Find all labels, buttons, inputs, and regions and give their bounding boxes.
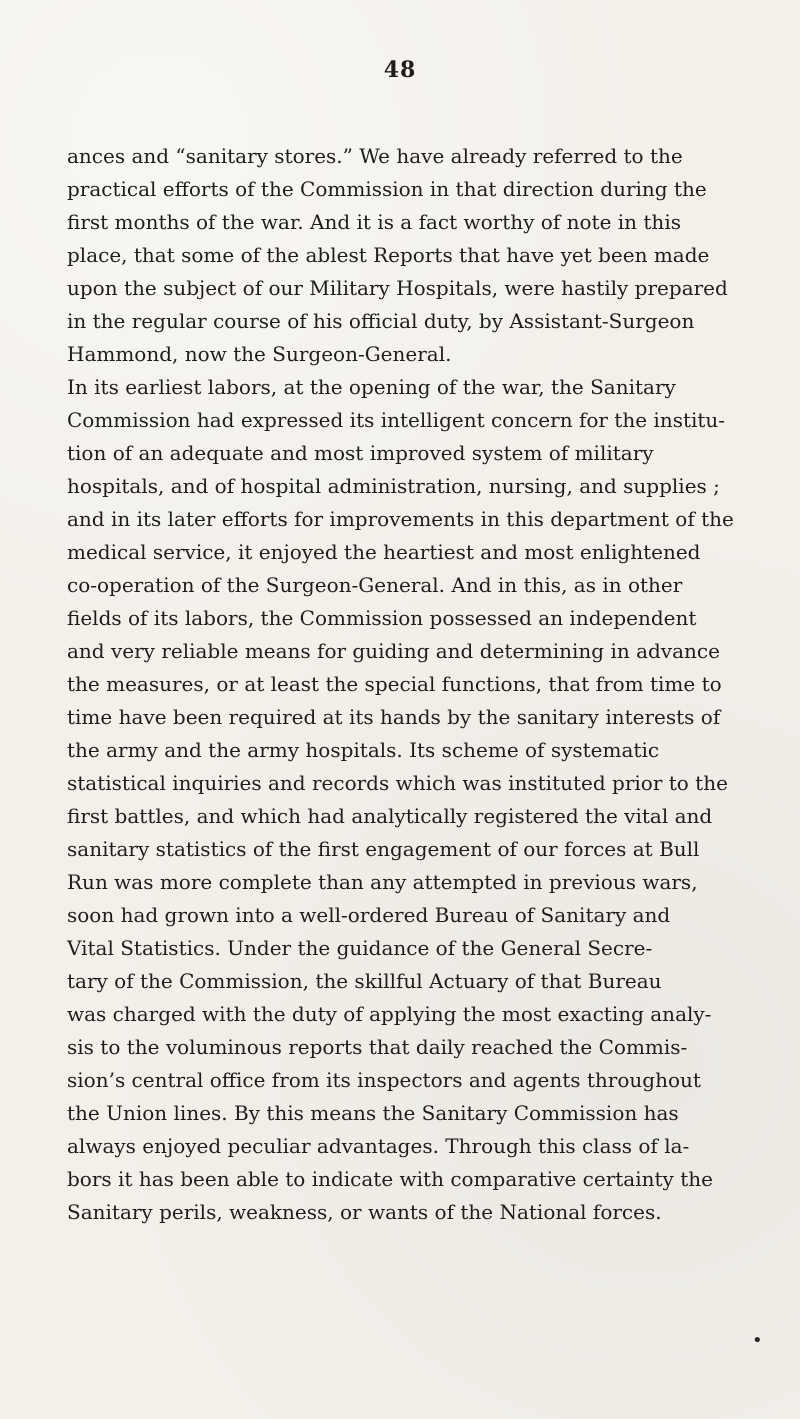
text-line-4: place, that some of the ablest Reports that have yet been made	[67, 243, 710, 267]
text-line-17: the measures, or at least the special functions, that from time to	[67, 672, 722, 696]
text-line-15: fields of its labors, the Commission possessed an independent	[67, 606, 697, 630]
footer-mark: •	[752, 1330, 763, 1351]
text-line-31: always enjoyed peculiar advantages. Through this class of la-	[67, 1134, 690, 1158]
text-line-12: and in its later efforts for improvements in this department of the	[67, 507, 734, 531]
text-line-19: the army and the army hospitals. Its scheme of systematic	[67, 738, 660, 762]
text-line-28: sis to the voluminous reports that daily reached the Commis-	[67, 1035, 688, 1059]
text-line-21: first battles, and which had analytically registered the vital and	[67, 804, 713, 828]
text-line-16: and very reliable means for guiding and determining in advance	[67, 639, 720, 663]
text-line-13: medical service, it enjoyed the heartiest and most enlightened	[67, 540, 701, 564]
text-line-5: upon the subject of our Military Hospitals, were hastily prepared	[67, 276, 728, 300]
text-line-2: practical efforts of the Commission in that direction during the	[67, 177, 707, 201]
text-line-32: bors it has been able to indicate with comparative certainty the	[67, 1167, 713, 1191]
text-line-8: In its earliest labors, at the opening of the war, the Sanitary	[67, 375, 676, 399]
text-line-29: sion’s central office from its inspectors and agents throughout	[67, 1068, 701, 1092]
text-line-27: was charged with the duty of applying the most exacting analy-	[67, 1002, 712, 1026]
text-line-11: hospitals, and of hospital administration, nursing, and supplies ;	[67, 474, 720, 498]
text-line-23: Run was more complete than any attempted in previous wars,	[67, 870, 698, 894]
text-line-6: in the regular course of his official duty, by Assistant-Surgeon	[67, 309, 695, 333]
text-line-18: time have been required at its hands by the sanitary interests of	[67, 705, 721, 729]
text-line-10: tion of an adequate and most improved system of military	[67, 441, 654, 465]
body-text	[67, 140, 797, 1229]
page-number: 48	[383, 57, 417, 83]
text-line-3: first months of the war. And it is a fact worthy of note in this	[67, 210, 681, 234]
text-line-30: the Union lines. By this means the Sanitary Commission has	[67, 1101, 679, 1125]
text-line-14: co-operation of the Surgeon-General. And in this, as in other	[67, 573, 683, 597]
text-line-20: statistical inquiries and records which was instituted prior to the	[67, 771, 728, 795]
text-line-9: Commission had expressed its intelligent concern for the institu-	[67, 408, 726, 432]
text-line-22: sanitary statistics of the first engagement of our forces at Bull	[67, 837, 700, 861]
text-line-24: soon had grown into a well-ordered Bureau of Sanitary and	[67, 903, 671, 927]
text-line-26: tary of the Commission, the skillful Actuary of that Bureau	[67, 969, 662, 993]
text-line-7: Hammond, now the Surgeon-General.	[67, 342, 452, 366]
text-line-33: Sanitary perils, weakness, or wants of the National forces.	[67, 1200, 662, 1224]
text-line-1: ances and “sanitary stores.” We have already referred to the	[67, 144, 683, 168]
text-line-25: Vital Statistics. Under the guidance of the General Secre-	[67, 936, 653, 960]
